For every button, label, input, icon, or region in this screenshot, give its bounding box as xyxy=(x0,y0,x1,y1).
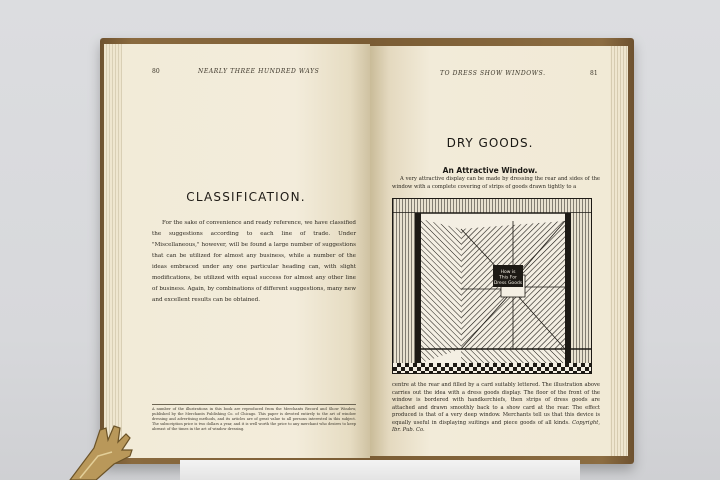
right-page xyxy=(370,46,610,456)
show-window-engraving xyxy=(393,199,592,374)
display-stand xyxy=(180,460,580,480)
brass-page-holder xyxy=(60,420,150,480)
attractive-window-subheading: An Attractive Window. xyxy=(442,166,538,175)
sign-card-text: How is xyxy=(500,270,516,275)
show-window-illustration xyxy=(392,198,592,374)
footnote: A number of the illustrations in this book are reproduced from the Merchants Record and Show Window, published by the Merchants Publishing Co. of Chicago. This paper is devoted entirely to the art of window dressing and advertising methods, and its articles are of great value to all persons interested in this subject. The subscription price is two dollars a year, and it is well worth the price to any merchant who desires to keep abreast of the times in the art of window dressing. xyxy=(152,407,356,431)
left-running-head: NEARLY THREE HUNDRED WAYS xyxy=(198,68,320,75)
left-page-number: 80 xyxy=(152,68,160,75)
footnote-rule xyxy=(152,404,356,405)
svg-text:This For: This For xyxy=(499,275,517,281)
svg-text:Dress Goods: Dress Goods xyxy=(493,281,523,286)
dry-goods-heading: DRY GOODS. xyxy=(446,136,534,150)
intro-paragraph: A very attractive display can be made by dressing the rear and sides of the window with a complete covering of strips of goods drawn tightly to a xyxy=(392,176,600,190)
after-text: centre at the rear and filled by a card suitably lettered. The illustration above carries out the idea with a dress goods display. The floor of the front of the window is bordered with handkerchiefs, then strips of dress goods are attached and drawn smoothly back to a show card at the rear. The effect produced is that of a very deep window. Merchants tell us that this device is equally useful in displaying suitings and piece goods of all kinds. xyxy=(392,382,600,426)
right-page-number: 81 xyxy=(590,70,598,77)
after-illustration-paragraph xyxy=(392,382,600,435)
left-page xyxy=(122,44,370,458)
classification-heading: CLASSIFICATION. xyxy=(186,190,306,204)
right-running-head: TO DRESS SHOW WINDOWS. xyxy=(440,70,546,77)
classification-paragraph: For the sake of convenience and ready reference, we have classified the suggestions according to each line of trade. Under "Miscellaneous," however, will be found a large number of suggestions that can be utilized for almost any business, while a number of the ideas embraced under any one particular heading can, with slight modifications, be utilized with equal success for almost any other line of business. Again, by combinations of different suggestions, many new and excellent results can be obtained. xyxy=(152,220,356,303)
copyright-line: Copyright, Ibr. Pub. Co. xyxy=(392,419,600,433)
